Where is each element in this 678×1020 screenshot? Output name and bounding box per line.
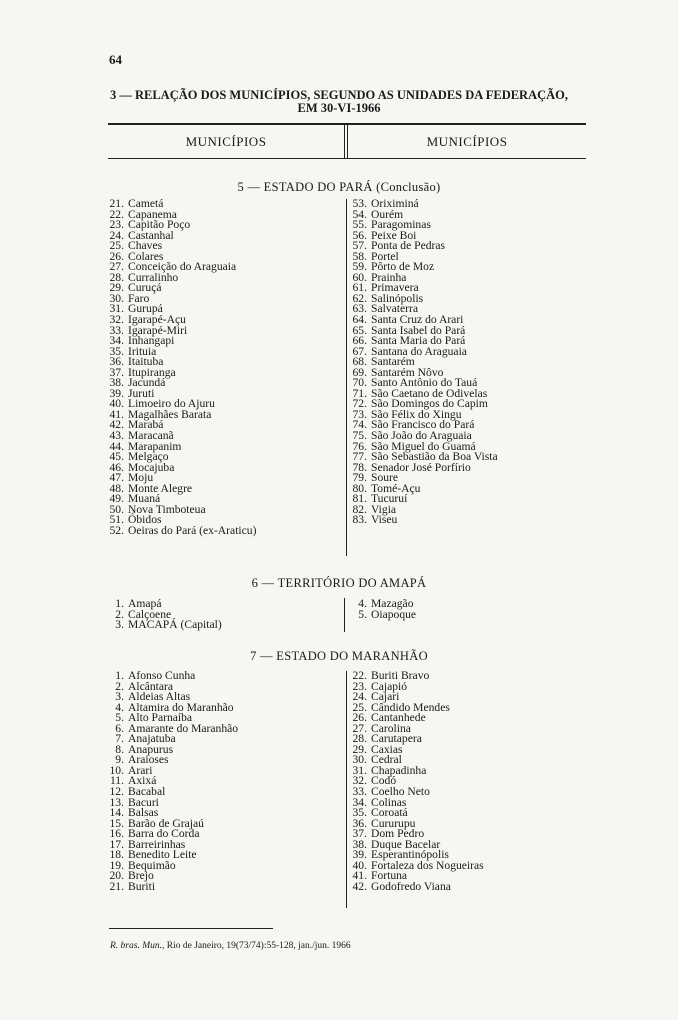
municipality-name: Anajatuba [128, 732, 176, 746]
municipality-number: 28. [352, 732, 367, 746]
municipality-name: Moju [128, 471, 154, 485]
municipality-number: 65. [352, 323, 367, 337]
municipality-name: Oeiras do Pará (ex-Araticu) [128, 523, 257, 537]
municipality-name: Marapanim [128, 439, 182, 453]
municipality-name: Buriti Bravo [371, 669, 430, 682]
municipality-item [104, 344, 256, 358]
municipality-name: Anapurus [128, 742, 174, 756]
municipality-item [347, 481, 498, 495]
municipality-item [104, 523, 257, 537]
municipality-number: 20. [109, 869, 124, 883]
municipality-item [347, 494, 498, 505]
municipality-name: Magalhães Barata [128, 407, 212, 421]
municipality-item [347, 291, 498, 305]
page-number: 64 [109, 52, 122, 67]
municipality-number: 32. [352, 774, 367, 788]
municipality-name: Santa Cruz do Arari [371, 313, 464, 327]
municipality-name: Primavera [371, 281, 419, 295]
table-title-line2: EM 30-VI-1966 [297, 101, 381, 115]
footnote-rule [109, 928, 273, 929]
municipality-item [347, 473, 498, 484]
municipality-name: Barão de Grajaú [128, 816, 204, 830]
municipality-item [347, 344, 498, 358]
municipality-name: Alto Parnaíba [128, 711, 193, 725]
municipality-name: Cedral [371, 753, 402, 767]
municipality-name: São Félix do Xingu [371, 407, 462, 421]
municipality-number: 46. [109, 460, 124, 474]
municipality-number: 49. [109, 492, 124, 506]
municipality-number: 34. [352, 795, 367, 809]
municipality-name: Senador José Porfírio [371, 460, 471, 474]
municipality-number: 7. [115, 732, 124, 746]
municipality-name: Dom Pedro [371, 827, 425, 841]
municipality-number: 1. [115, 669, 124, 682]
municipality-name: Mocajuba [128, 460, 175, 474]
municipality-name: Arari [128, 763, 153, 777]
municipality-item [347, 795, 484, 809]
municipality-name: Afonso Cunha [128, 669, 196, 682]
municipality-number: 41. [352, 869, 367, 883]
municipality-item [104, 378, 256, 389]
municipality-number: 6. [115, 721, 124, 735]
municipality-number: 42. [109, 418, 124, 432]
municipality-name: Ourém [371, 207, 404, 221]
municipality-number: 58. [352, 249, 367, 263]
section-heading-maranhao: 7 — ESTADO DO MARANHÃO [250, 649, 428, 663]
municipality-item [347, 270, 498, 284]
municipality-name: Igarapé-Miri [128, 323, 188, 337]
municipality-number: 82. [352, 502, 367, 516]
municipality-name: Bequimão [128, 858, 176, 872]
municipality-name: Soure [371, 471, 399, 485]
municipality-number: 30. [109, 291, 124, 305]
municipality-item [104, 407, 256, 421]
municipality-name: Buriti [128, 879, 156, 893]
municipality-number: 36. [109, 355, 124, 369]
municipality-name: Axixá [128, 774, 157, 788]
municipality-name: Melgaço [128, 450, 169, 464]
municipality-number: 3. [115, 618, 124, 632]
municipality-number: 67. [352, 344, 367, 358]
municipality-name: Maracanã [128, 429, 174, 443]
municipality-number: 37. [109, 365, 124, 379]
municipality-number: 8. [115, 742, 124, 756]
header-bottom-rule [108, 158, 586, 159]
municipality-number: 22. [109, 207, 124, 221]
municipality-name: Amapá [128, 597, 162, 610]
municipality-name: Barra do Corda [128, 827, 200, 841]
municipality-number: 66. [352, 334, 367, 348]
municipality-item [104, 262, 256, 273]
municipality-name: Marabá [128, 418, 164, 432]
municipality-item [104, 439, 256, 453]
municipality-item [104, 460, 256, 474]
municipality-name: Colares [128, 249, 164, 263]
municipality-item [347, 671, 484, 682]
section-maranhao-left-list [104, 671, 238, 892]
municipality-number: 71. [352, 386, 367, 400]
municipality-name: Cururupu [371, 816, 416, 830]
municipality-number: 81. [352, 492, 367, 506]
municipality-item [104, 336, 256, 347]
municipality-item [104, 620, 222, 631]
section-para-left-list [104, 199, 256, 537]
municipality-item [347, 460, 498, 474]
municipality-name: Castanhal [128, 228, 174, 242]
municipality-name: São Miguel do Guamá [371, 439, 476, 453]
municipality-name: Calçoene [128, 607, 172, 621]
municipality-number: 68. [352, 355, 367, 369]
municipality-name: Itaituba [128, 355, 164, 369]
municipality-number: 28. [109, 270, 124, 284]
municipality-number: 31. [352, 763, 367, 777]
section-maranhao-right-list [347, 671, 484, 892]
municipality-item [104, 776, 238, 787]
municipality-item [347, 607, 417, 621]
municipality-number: 38. [109, 376, 124, 390]
municipality-name: Oiapoque [371, 607, 417, 621]
municipality-name: Carolina [371, 721, 411, 735]
municipality-number: 57. [352, 239, 367, 253]
municipality-item [347, 199, 498, 210]
municipality-number: 12. [109, 785, 124, 799]
municipality-number: 52. [109, 523, 124, 537]
footer-journal: R. bras. Mun., [110, 941, 165, 951]
municipality-name: Irituia [128, 344, 157, 358]
municipality-number: 26. [109, 249, 124, 263]
municipality-name: Itupiranga [128, 365, 176, 379]
municipality-name: Santo Antônio do Tauá [371, 376, 478, 390]
municipality-name: Cajari [371, 690, 400, 704]
column-header-right: MUNICÍPIOS [426, 134, 508, 149]
municipality-name: Fortuna [371, 869, 408, 883]
municipality-name: Mazagão [371, 597, 414, 610]
municipality-number: 35. [352, 806, 367, 820]
municipality-number: 39. [109, 386, 124, 400]
municipality-name: Monte Alegre [128, 481, 193, 495]
municipality-number: 43. [109, 429, 124, 443]
municipality-number: 32. [109, 313, 124, 327]
municipality-item [104, 291, 256, 305]
municipality-name: Fortaleza dos Nogueiras [371, 858, 484, 872]
municipality-name: Godofredo Viana [371, 879, 451, 893]
municipality-item [347, 734, 484, 745]
municipality-number: 2. [115, 607, 124, 621]
municipality-number: 37. [352, 827, 367, 841]
municipality-number: 4. [115, 700, 124, 714]
municipality-name: Vigia [371, 502, 397, 516]
municipality-item [104, 241, 256, 252]
municipality-name: São Francisco do Pará [371, 418, 475, 432]
municipality-name: Alcântara [128, 679, 174, 693]
municipality-number: 38. [352, 837, 367, 851]
municipality-name: São Domingos do Capim [371, 397, 488, 411]
municipality-number: 26. [352, 711, 367, 725]
municipality-name: Peixe Boi [371, 228, 417, 242]
section-heading-amapa: 6 — TERRITÓRIO DO AMAPÁ [251, 576, 427, 590]
municipality-item [347, 742, 484, 756]
municipality-name: Paragominas [371, 218, 431, 232]
municipality-number: 48. [109, 481, 124, 495]
municipality-name: Santana do Araguaia [371, 344, 467, 358]
municipality-number: 29. [109, 281, 124, 295]
municipality-number: 18. [109, 848, 124, 862]
municipality-number: 9. [115, 753, 124, 767]
municipality-item [104, 755, 238, 766]
municipality-name: São Sebastião da Boa Vista [371, 450, 498, 464]
municipality-name: Cametá [128, 197, 164, 210]
municipality-item [347, 787, 484, 798]
municipality-name: Salvaterra [371, 302, 418, 316]
municipality-number: 56. [352, 228, 367, 242]
municipality-name: Altamira do Maranhão [128, 700, 234, 714]
municipality-name: Cantanhede [371, 711, 426, 725]
municipality-name: Portel [371, 249, 399, 263]
municipality-name: Jacundá [128, 376, 166, 390]
municipality-number: 30. [352, 753, 367, 767]
municipality-name: Oriximiná [371, 197, 419, 210]
municipality-number: 34. [109, 334, 124, 348]
municipality-name: Tomé-Açu [371, 481, 421, 495]
municipality-number: 23. [109, 218, 124, 232]
municipality-number: 59. [352, 260, 367, 274]
municipality-number: 69. [352, 365, 367, 379]
municipality-name: Muaná [128, 492, 161, 506]
municipality-item [104, 357, 256, 368]
municipality-name: Santa Maria do Pará [371, 334, 466, 348]
municipality-number: 60. [352, 270, 367, 284]
municipality-item [347, 763, 484, 777]
municipality-number: 21. [109, 197, 124, 210]
municipality-name: Curralinho [128, 270, 179, 284]
column-header-left: MUNICÍPIOS [185, 134, 267, 149]
municipality-name: Salinópolis [371, 291, 424, 305]
municipality-item [347, 679, 484, 693]
municipality-name: Pôrto de Moz [371, 260, 435, 274]
section-heading-para: 5 — ESTADO DO PARÁ (Conclusão) [237, 180, 441, 194]
municipality-number: 47. [109, 471, 124, 485]
municipality-number: 41. [109, 407, 124, 421]
municipality-number: 83. [352, 513, 367, 527]
municipality-number: 61. [352, 281, 367, 295]
municipality-number: 80. [352, 481, 367, 495]
municipality-name: Conceição do Araguaia [128, 260, 237, 274]
municipality-name: Coroatá [371, 806, 408, 820]
municipality-number: 74. [352, 418, 367, 432]
municipality-name: Amarante do Maranhão [128, 721, 239, 735]
municipality-name: Esperantinópolis [371, 848, 449, 862]
table-title-line1: 3 — RELAÇÃO DOS MUNICÍPIOS, SEGUNDO AS UNIDADES DA FEDERAÇÃO, [109, 88, 569, 102]
municipality-item [104, 742, 238, 756]
municipality-number: 53. [352, 197, 367, 210]
municipality-number: 75. [352, 429, 367, 443]
municipality-item [104, 323, 256, 337]
municipality-item [347, 502, 498, 516]
municipality-number: 10. [109, 763, 124, 777]
municipality-item [104, 228, 256, 242]
municipality-name: Balsas [128, 806, 159, 820]
municipality-name: Aldeias Altas [128, 690, 191, 704]
municipality-number: 14. [109, 806, 124, 820]
municipality-name: Santa Isabel do Pará [371, 323, 466, 337]
municipality-number: 70. [352, 376, 367, 390]
section-para-right-list [347, 199, 498, 526]
municipality-number: 33. [352, 785, 367, 799]
municipality-name: Inhangapi [128, 334, 175, 348]
municipality-number: 33. [109, 323, 124, 337]
municipality-number: 31. [109, 302, 124, 316]
municipality-number: 23. [352, 679, 367, 693]
municipality-number: 1. [115, 597, 124, 610]
municipality-item [104, 199, 256, 210]
municipality-name: Curuçá [128, 281, 162, 295]
municipality-name: Coelho Neto [371, 785, 430, 799]
footer-citation [110, 941, 351, 951]
municipality-name: São Caetano de Odivelas [371, 386, 488, 400]
municipality-item [347, 262, 498, 273]
municipality-item [104, 452, 256, 463]
municipality-name: Faro [128, 291, 150, 305]
municipality-number: 55. [352, 218, 367, 232]
municipality-name: Viseu [371, 513, 398, 527]
municipality-name: Cajapió [371, 679, 408, 693]
municipality-number: 3. [115, 690, 124, 704]
municipality-item [104, 502, 256, 516]
municipality-number: 19. [109, 858, 124, 872]
municipality-number: 5. [358, 607, 367, 621]
municipality-item [104, 270, 256, 284]
municipality-name: Bacuri [128, 795, 159, 809]
municipality-number: 24. [352, 690, 367, 704]
municipality-name: São João do Araguaia [371, 429, 472, 443]
municipality-name: Codó [371, 774, 397, 788]
municipality-number: 24. [109, 228, 124, 242]
municipality-number: 22. [352, 669, 367, 682]
municipality-number: 78. [352, 460, 367, 474]
municipality-number: 16. [109, 827, 124, 841]
section-amapa-divider [344, 598, 345, 632]
municipality-number: 63. [352, 302, 367, 316]
municipality-number: 25. [352, 700, 367, 714]
municipality-name: Óbidos [128, 513, 162, 527]
municipality-number: 54. [352, 207, 367, 221]
municipality-item [104, 879, 238, 893]
municipality-number: 4. [358, 597, 367, 610]
municipality-number: 44. [109, 439, 124, 453]
municipality-number: 36. [352, 816, 367, 830]
municipality-number: 27. [109, 260, 124, 274]
municipality-item [104, 795, 238, 809]
municipality-name: Duque Bacelar [371, 837, 441, 851]
municipality-item [104, 283, 256, 294]
municipality-number: 35. [109, 344, 124, 358]
municipality-item [347, 241, 498, 252]
municipality-number: 21. [109, 879, 124, 893]
municipality-number: 27. [352, 721, 367, 735]
municipality-number: 39. [352, 848, 367, 862]
municipality-item [104, 763, 238, 777]
municipality-name: Cândido Mendes [371, 700, 450, 714]
municipality-number: 72. [352, 397, 367, 411]
municipality-name: Benedito Leite [128, 848, 197, 862]
municipality-number: 73. [352, 407, 367, 421]
municipality-number: 5. [115, 711, 124, 725]
municipality-name: Colinas [371, 795, 407, 809]
municipality-number: 15. [109, 816, 124, 830]
municipality-number: 40. [109, 397, 124, 411]
municipality-name: Caxias [371, 742, 403, 756]
municipality-name: Juruti [128, 386, 155, 400]
municipality-number: 25. [109, 239, 124, 253]
municipality-name: Bacabal [128, 785, 166, 799]
municipality-item [104, 858, 238, 872]
municipality-name: Chaves [128, 239, 163, 253]
municipality-item [347, 515, 498, 526]
municipality-number: 45. [109, 450, 124, 464]
municipality-name: Santarém [371, 355, 415, 369]
municipality-number: 40. [352, 858, 367, 872]
municipality-item [104, 220, 256, 231]
municipality-name: Capanema [128, 207, 177, 221]
municipality-number: 62. [352, 291, 367, 305]
municipality-number: 17. [109, 837, 124, 851]
municipality-name: Tucuruí [371, 492, 408, 506]
municipality-item [347, 858, 484, 872]
municipality-name: MACAPÁ (Capital) [128, 618, 222, 632]
municipality-name: Nova Timboteua [128, 502, 206, 516]
municipality-name: Igarapé-Açu [128, 313, 186, 327]
municipality-number: 64. [352, 313, 367, 327]
municipality-name: Capitão Poço [128, 218, 191, 232]
municipality-name: Santarém Nôvo [371, 365, 444, 379]
municipality-number: 79. [352, 471, 367, 485]
municipality-name: Brejo [128, 869, 154, 883]
municipality-item [104, 481, 256, 495]
municipality-number: 11. [109, 774, 124, 788]
municipality-item [104, 871, 238, 882]
municipality-number: 51. [109, 513, 124, 527]
municipality-number: 42. [352, 879, 367, 893]
municipality-number: 76. [352, 439, 367, 453]
municipality-item [347, 713, 484, 724]
municipality-name: Gurupá [128, 302, 163, 316]
section-amapa-left-list [104, 599, 222, 631]
municipality-name: Limoeiro do Ajuru [128, 397, 215, 411]
footer-citation-text: Rio de Janeiro, 19(73/74):55-128, jan./jun. 1966 [166, 941, 351, 951]
municipality-item [104, 420, 256, 431]
municipality-name: Chapadinha [371, 763, 427, 777]
municipality-number: 2. [115, 679, 124, 693]
municipality-number: 29. [352, 742, 367, 756]
municipality-name: Araioses [128, 753, 169, 767]
header-divider-a [344, 125, 345, 158]
municipality-item [104, 787, 238, 798]
municipality-item [347, 220, 498, 231]
section-amapa-right-list [347, 599, 416, 620]
municipality-name: Prainha [371, 270, 407, 284]
municipality-number: 77. [352, 450, 367, 464]
municipality-number: 13. [109, 795, 124, 809]
municipality-name: Carutapera [371, 732, 422, 746]
municipality-name: Barreirinhas [128, 837, 186, 851]
municipality-name: Ponta de Pedras [371, 239, 446, 253]
municipality-item [347, 879, 484, 893]
municipality-number: 50. [109, 502, 124, 516]
municipality-item [104, 365, 256, 379]
